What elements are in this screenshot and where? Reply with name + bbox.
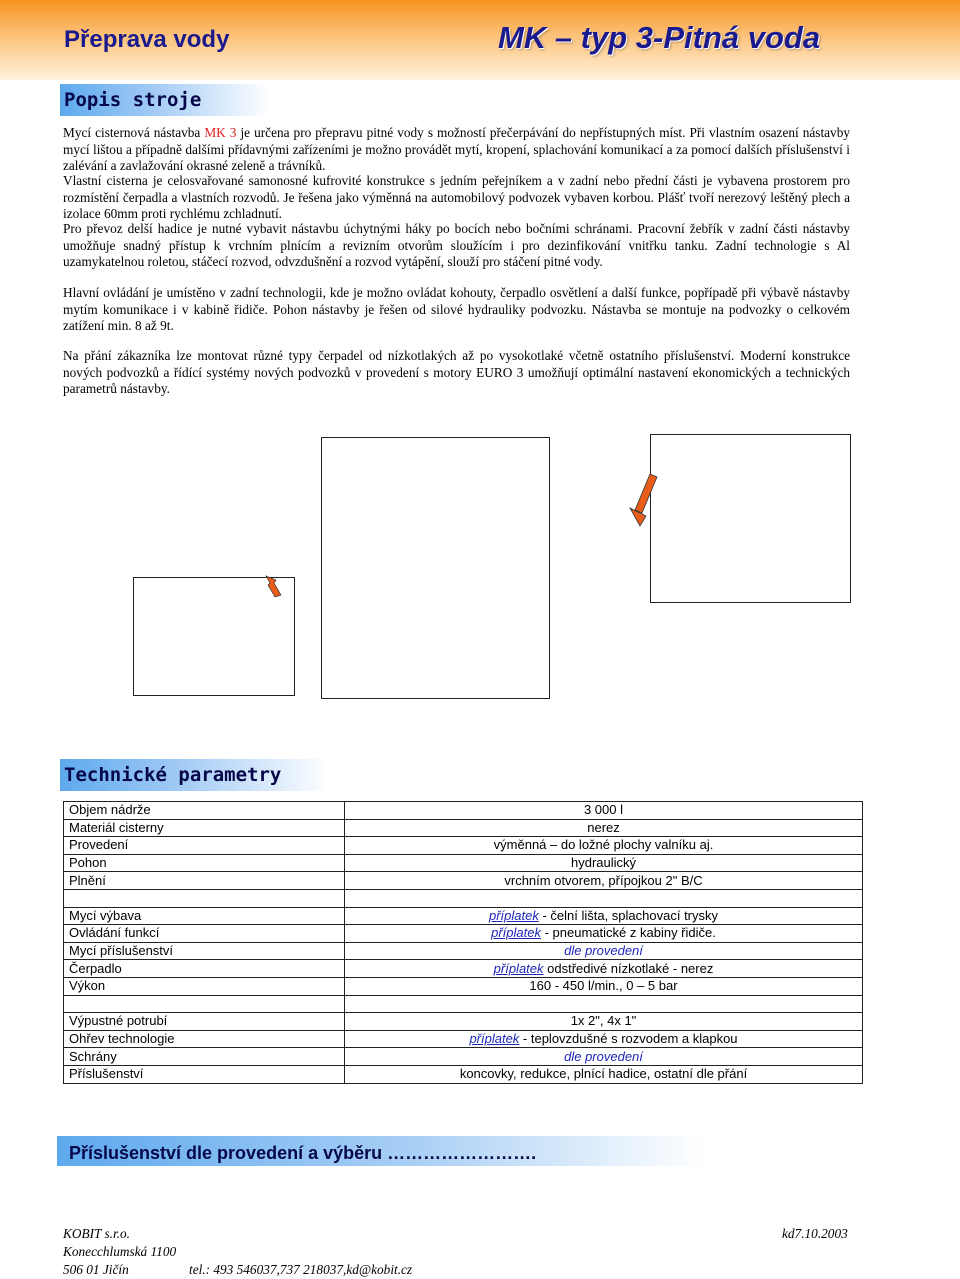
param-value: 3 000 l bbox=[583, 802, 624, 818]
table-row bbox=[64, 872, 863, 890]
param-label: Pohon bbox=[64, 854, 345, 872]
param-label bbox=[64, 995, 345, 1013]
table-row bbox=[64, 1048, 863, 1066]
param-value-cell bbox=[345, 1048, 863, 1066]
param-value-cell bbox=[345, 925, 863, 943]
param-value-cell bbox=[345, 960, 863, 978]
param-label: Plnění bbox=[64, 872, 345, 890]
section-heading-description: Popis stroje bbox=[60, 84, 270, 116]
param-label bbox=[64, 889, 345, 907]
arrow-overlay bbox=[230, 470, 700, 610]
param-label: Materiál cisterny bbox=[64, 819, 345, 837]
surcharge-link[interactable]: příplatek bbox=[488, 907, 539, 923]
paragraph-options: Na přání zákazníka lze montovat různé typy čerpadel od nízkotlakých až po vysokotlaké včetně ostatního příslušenství. Moderní konstrukce nových podvozků a řídící systémy nových podvozků v provedení s motory EURO 3 umožňují optimální nastavení ekonomických a technických parametrů nástavby. bbox=[63, 348, 850, 396]
table-row bbox=[64, 977, 863, 995]
param-value-cell bbox=[345, 872, 863, 890]
param-value: nerez bbox=[587, 819, 620, 835]
header-left-title: Přeprava vody bbox=[64, 26, 230, 53]
param-label: Provedení bbox=[64, 837, 345, 855]
param-note: dle provedení bbox=[564, 943, 643, 959]
param-value-cell bbox=[345, 854, 863, 872]
param-label: Mycí výbava bbox=[64, 907, 345, 925]
param-value: - teplovzdušné s rozvodem a klapkou bbox=[519, 1031, 738, 1047]
param-label: Objem nádrže bbox=[64, 802, 345, 820]
param-label: Výpustné potrubí bbox=[64, 1013, 345, 1031]
param-label: Výkon bbox=[64, 977, 345, 995]
param-value: 160 - 450 l/min., 0 – 5 bar bbox=[529, 978, 678, 994]
table-row bbox=[64, 1013, 863, 1031]
param-value: výměnná – do ložné plochy valníku aj. bbox=[493, 837, 714, 853]
accessories-bar bbox=[57, 1136, 705, 1166]
table-row bbox=[64, 837, 863, 855]
param-value-cell bbox=[345, 995, 863, 1013]
param-note: dle provedení bbox=[564, 1048, 643, 1064]
param-label: Ovládání funkcí bbox=[64, 925, 345, 943]
param-value: koncovky, redukce, plnící hadice, ostatní dle přání bbox=[459, 1066, 748, 1082]
footer-city: 506 01 Jičín bbox=[63, 1262, 129, 1277]
param-value: vrchním otvorem, přípojkou 2" B/C bbox=[504, 872, 703, 888]
params-table bbox=[63, 801, 863, 1084]
model-name: MK 3 bbox=[204, 125, 237, 140]
accessories-heading: Příslušenství dle provedení a výběru ……………………. bbox=[69, 1143, 537, 1163]
param-value-cell bbox=[345, 1030, 863, 1048]
table-row bbox=[64, 802, 863, 820]
surcharge-link[interactable]: příplatek bbox=[469, 1031, 520, 1047]
param-value-cell bbox=[345, 942, 863, 960]
footer-date: kd7.10.2003 bbox=[782, 1226, 848, 1241]
intro-suffix: je určena pro přepravu pitné vody s možností přečerpávání do nepřístupných míst. Při vlastním osazení nástavby mycí lištou a případně dalšími přídavnými zařízeními je možno provádět mytí, kropení, splachování komunikací a za pomocí dalších příslušenství i zalévání a zavlažování okrasné zeleně a trávníků. bbox=[63, 125, 850, 173]
table-row bbox=[64, 819, 863, 837]
footer-company: KOBIT s.r.o. bbox=[63, 1226, 130, 1241]
footer-street: Konecchlumská 1100 bbox=[63, 1244, 177, 1259]
footer-address bbox=[63, 1225, 176, 1279]
param-value-cell bbox=[345, 1013, 863, 1031]
paragraph-construction: Vlastní cisterna je celosvařované samonosné kufrovité konstrukce s jedním peřejníkem a v zadní nebo přední části je vybavena prostorem pro rozmístění čerpadla a vlastních rozvodů. Je řešena jako výměnná na automobilový podvozek vybaven korbou. Plášť tvoří nerezový leštěný plech a izolace 60mm proti rychlému zchladnutí. bbox=[63, 173, 850, 221]
surcharge-link[interactable]: příplatek bbox=[491, 925, 541, 941]
table-row bbox=[64, 889, 863, 907]
param-value: 1x 2", 4x 1" bbox=[570, 1013, 637, 1029]
header-right-title: MK – typ 3-Pitná voda bbox=[498, 20, 821, 55]
paragraph-intro bbox=[63, 125, 850, 175]
param-value-cell bbox=[345, 889, 863, 907]
footer-contact: tel.: 493 546037,737 218037,kd@kobit.cz bbox=[189, 1262, 413, 1277]
param-value-cell bbox=[345, 977, 863, 995]
param-value: odstředivé nízkotlaké - nerez bbox=[543, 960, 714, 976]
arrow-right-icon bbox=[630, 474, 657, 526]
table-row bbox=[64, 907, 863, 925]
table-row bbox=[64, 1065, 863, 1083]
param-value-cell bbox=[345, 802, 863, 820]
table-row bbox=[64, 942, 863, 960]
arrow-left-icon bbox=[266, 576, 281, 597]
param-label: Mycí příslušenství bbox=[64, 942, 345, 960]
table-row bbox=[64, 995, 863, 1013]
param-value-cell bbox=[345, 819, 863, 837]
paragraph-controls: Hlavní ovládání je umístěno v zadní technologii, kde je možno ovládat kohouty, čerpadlo osvětlení a další funkce, popřípadě při výbavě nástavby mytím komunikace i v kabině řidiče. Pohon nástavby je řešen od silové hydrauliky podvozku. Nástavba se montuje na podvozky o celkovém zatížení min. 8 až 9t. bbox=[63, 285, 850, 333]
param-value: hydraulický bbox=[570, 855, 637, 871]
table-row bbox=[64, 925, 863, 943]
param-label: Čerpadlo bbox=[64, 960, 345, 978]
param-value-cell bbox=[345, 907, 863, 925]
param-label: Ohřev technologie bbox=[64, 1030, 345, 1048]
param-value: - pneumatické z kabiny řidiče. bbox=[541, 925, 716, 941]
intro-prefix: Mycí cisternová nástavba bbox=[63, 125, 205, 140]
param-value: - čelní lišta, splachovací trysky bbox=[538, 907, 719, 923]
param-label: Příslušenství bbox=[64, 1065, 345, 1083]
table-row bbox=[64, 1030, 863, 1048]
param-value-cell bbox=[345, 1065, 863, 1083]
table-row bbox=[64, 854, 863, 872]
param-label: Schrány bbox=[64, 1048, 345, 1066]
table-row bbox=[64, 960, 863, 978]
surcharge-link[interactable]: příplatek bbox=[493, 960, 544, 976]
param-value-cell bbox=[345, 837, 863, 855]
section-heading-params: Technické parametry bbox=[60, 759, 330, 791]
paragraph-equipment: Pro převoz delší hadice je nutné vybavit nástavbu úchytnými háky po bocích nebo bočními schránami. Pracovní žebřík v zadní části nástavby umožňuje snadný přístup k vrchním plnícím a revizním otvorům sloužícím i pro dezinfikování vnitřku tanku. Zadní technologie s Al uzamykatelnou roletou, stáčecí rozvod, odvzdušnění a rozvod vytápění, slouží pro stáčení pitné vody. bbox=[63, 221, 850, 269]
